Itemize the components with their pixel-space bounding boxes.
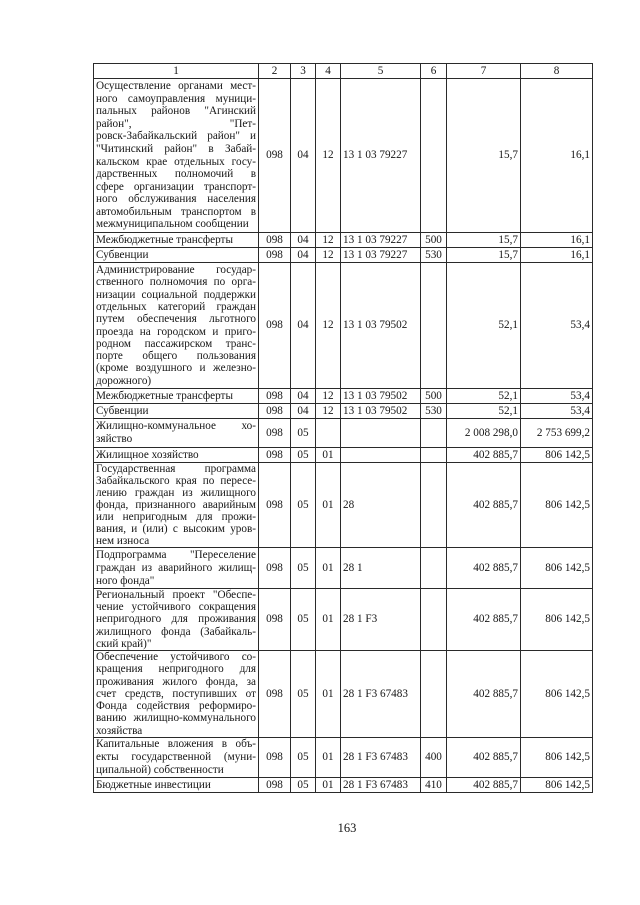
cell-amount-col7: 402 885,7 bbox=[447, 778, 521, 793]
text-line: вания, и (или) с высоким уров- bbox=[96, 523, 256, 535]
cell-target-article: 28 1 bbox=[341, 548, 421, 589]
text-line: чение устойчивого сокращения bbox=[96, 601, 256, 614]
cell-amount-col8: 16,1 bbox=[521, 79, 593, 233]
cell-admin-code: 098 bbox=[259, 548, 291, 589]
cell-target-article: 13 1 03 79227 bbox=[341, 79, 421, 233]
cell-target-article: 13 1 03 79227 bbox=[341, 248, 421, 263]
text-line: район", "Пет- bbox=[96, 117, 256, 130]
cell-target-article bbox=[341, 448, 421, 463]
text-line: ного обслуживания населения bbox=[96, 193, 256, 206]
cell-expense-type: 500 bbox=[421, 233, 447, 248]
text-line: Межбюджетные трансферты bbox=[96, 390, 233, 402]
cell-amount-col7: 402 885,7 bbox=[447, 448, 521, 463]
cell-amount-col7: 52,1 bbox=[447, 404, 521, 419]
column-number-header: 1 bbox=[94, 64, 259, 79]
cell-amount-col7: 402 885,7 bbox=[447, 463, 521, 548]
text-line: Межбюджетные трансферты bbox=[96, 234, 233, 246]
text-line: или непригодным для прожи- bbox=[96, 511, 256, 523]
text-line: порте общего пользования bbox=[96, 350, 256, 363]
text-line: Жилищное хозяйство bbox=[96, 449, 199, 461]
text-line: зяйство bbox=[96, 433, 133, 445]
cell-section: 05 bbox=[291, 738, 316, 778]
column-number-header: 5 bbox=[341, 64, 421, 79]
cell-target-article: 28 1 F3 67483 bbox=[341, 738, 421, 778]
cell-expense-type bbox=[421, 448, 447, 463]
cell-name bbox=[94, 233, 259, 248]
cell-amount-col7: 15,7 bbox=[447, 79, 521, 233]
cell-expense-type: 500 bbox=[421, 389, 447, 404]
cell-section: 05 bbox=[291, 419, 316, 448]
column-number-header: 2 bbox=[259, 64, 291, 79]
cell-name bbox=[94, 463, 259, 548]
text-line: Субвенции bbox=[96, 405, 149, 417]
cell-amount-col8: 53,4 bbox=[521, 263, 593, 389]
cell-admin-code: 098 bbox=[259, 233, 291, 248]
cell-target-article: 28 1 F3 bbox=[341, 589, 421, 651]
cell-subsection: 01 bbox=[316, 589, 341, 651]
table-row bbox=[94, 79, 593, 233]
cell-name bbox=[94, 738, 259, 778]
text-line: фонда, признанного аварийным bbox=[96, 499, 256, 511]
text-line: ственного полномочия по орга- bbox=[96, 276, 256, 289]
text-line: хозяйства bbox=[96, 724, 143, 737]
cell-name bbox=[94, 404, 259, 419]
cell-section: 04 bbox=[291, 389, 316, 404]
cell-amount-col8: 806 142,5 bbox=[521, 651, 593, 738]
column-number-header: 8 bbox=[521, 64, 593, 79]
cell-amount-col7: 402 885,7 bbox=[447, 651, 521, 738]
cell-amount-col7: 402 885,7 bbox=[447, 548, 521, 589]
cell-amount-col8: 806 142,5 bbox=[521, 589, 593, 651]
cell-name bbox=[94, 389, 259, 404]
cell-amount-col7: 15,7 bbox=[447, 233, 521, 248]
cell-section: 05 bbox=[291, 448, 316, 463]
text-line: низации социальной поддержки bbox=[96, 288, 256, 301]
cell-section: 04 bbox=[291, 404, 316, 419]
cell-admin-code: 098 bbox=[259, 589, 291, 651]
cell-subsection: 01 bbox=[316, 448, 341, 463]
cell-admin-code: 098 bbox=[259, 404, 291, 419]
cell-expense-type: 400 bbox=[421, 738, 447, 778]
cell-amount-col8: 16,1 bbox=[521, 233, 593, 248]
cell-amount-col8: 806 142,5 bbox=[521, 738, 593, 778]
cell-amount-col8: 2 753 699,2 bbox=[521, 419, 593, 448]
cell-section: 05 bbox=[291, 589, 316, 651]
cell-expense-type: 410 bbox=[421, 778, 447, 793]
text-line: пальных районов "Агинский bbox=[96, 105, 256, 118]
text-line: родном пассажирском транс- bbox=[96, 337, 256, 350]
text-line: ванию жилищно-коммунального bbox=[96, 712, 256, 725]
cell-name bbox=[94, 651, 259, 738]
cell-amount-col7: 402 885,7 bbox=[447, 738, 521, 778]
table-row bbox=[94, 389, 593, 404]
cell-admin-code: 098 bbox=[259, 463, 291, 548]
cell-expense-type bbox=[421, 263, 447, 389]
cell-target-article: 13 1 03 79227 bbox=[341, 233, 421, 248]
cell-subsection: 01 bbox=[316, 463, 341, 548]
cell-name bbox=[94, 778, 259, 793]
table-row bbox=[94, 738, 593, 778]
cell-name bbox=[94, 248, 259, 263]
cell-expense-type: 530 bbox=[421, 404, 447, 419]
table-row bbox=[94, 651, 593, 738]
cell-admin-code: 098 bbox=[259, 738, 291, 778]
text-line: Бюджетные инвестиции bbox=[96, 779, 211, 791]
cell-target-article: 28 1 F3 67483 bbox=[341, 651, 421, 738]
cell-expense-type bbox=[421, 651, 447, 738]
column-number-header: 4 bbox=[316, 64, 341, 79]
cell-subsection: 12 bbox=[316, 389, 341, 404]
cell-name bbox=[94, 548, 259, 589]
header-row bbox=[94, 64, 593, 79]
table-row bbox=[94, 589, 593, 651]
cell-expense-type bbox=[421, 589, 447, 651]
text-line: дорожного) bbox=[96, 374, 152, 387]
cell-section: 05 bbox=[291, 778, 316, 793]
text-line: путем обеспечения льготного bbox=[96, 313, 256, 326]
text-line: Субвенции bbox=[96, 249, 149, 261]
text-line: проезда на городском и приго- bbox=[96, 325, 256, 338]
cell-amount-col8: 806 142,5 bbox=[521, 548, 593, 589]
cell-target-article: 28 bbox=[341, 463, 421, 548]
cell-name bbox=[94, 419, 259, 448]
cell-admin-code: 098 bbox=[259, 79, 291, 233]
cell-admin-code: 098 bbox=[259, 778, 291, 793]
cell-amount-col7: 15,7 bbox=[447, 248, 521, 263]
text-line: Фонда содействия реформиро- bbox=[96, 700, 256, 713]
text-line: автомобильным транспортом в bbox=[96, 205, 256, 218]
cell-admin-code: 098 bbox=[259, 419, 291, 448]
cell-section: 04 bbox=[291, 233, 316, 248]
cell-subsection: 12 bbox=[316, 248, 341, 263]
table-row bbox=[94, 263, 593, 389]
column-number-header: 7 bbox=[447, 64, 521, 79]
cell-subsection: 12 bbox=[316, 263, 341, 389]
cell-name bbox=[94, 448, 259, 463]
table-row bbox=[94, 404, 593, 419]
text-line: Забайкальского края по пересе- bbox=[96, 475, 256, 487]
text-line: ровск-Забайкальский район" и bbox=[96, 130, 256, 143]
table-row bbox=[94, 419, 593, 448]
text-line: межмуниципальном сообщении bbox=[96, 218, 249, 231]
text-line: непригодного для проживания bbox=[96, 613, 256, 626]
cell-admin-code: 098 bbox=[259, 248, 291, 263]
text-line: проживания жилого фонда, за bbox=[96, 675, 256, 688]
cell-subsection bbox=[316, 419, 341, 448]
table-row bbox=[94, 778, 593, 793]
cell-target-article: 13 1 03 79502 bbox=[341, 389, 421, 404]
text-line: екты государственной (муни- bbox=[96, 751, 256, 764]
cell-admin-code: 098 bbox=[259, 389, 291, 404]
text-line: ного фонда" bbox=[96, 574, 155, 587]
cell-section: 05 bbox=[291, 463, 316, 548]
text-line: дарственных полномочий в bbox=[96, 168, 256, 181]
text-line: нем износа bbox=[96, 535, 150, 547]
table-row bbox=[94, 448, 593, 463]
cell-target-article bbox=[341, 419, 421, 448]
cell-admin-code: 098 bbox=[259, 448, 291, 463]
cell-amount-col8: 16,1 bbox=[521, 248, 593, 263]
cell-amount-col8: 806 142,5 bbox=[521, 778, 593, 793]
cell-amount-col7: 52,1 bbox=[447, 389, 521, 404]
cell-name bbox=[94, 79, 259, 233]
cell-expense-type bbox=[421, 419, 447, 448]
table-header bbox=[94, 64, 593, 79]
table-row bbox=[94, 548, 593, 589]
cell-admin-code: 098 bbox=[259, 263, 291, 389]
text-line: Капитальные вложения в объ- bbox=[96, 738, 256, 751]
text-line: (кроме воздушного и железно- bbox=[96, 362, 256, 375]
table-row bbox=[94, 233, 593, 248]
cell-subsection: 01 bbox=[316, 778, 341, 793]
text-line: лению граждан из жилищного bbox=[96, 487, 256, 499]
text-line: Жилищно-коммунальное хо- bbox=[96, 420, 256, 432]
cell-expense-type bbox=[421, 548, 447, 589]
text-line: Государственная программа bbox=[96, 463, 256, 475]
text-line: Региональный проект "Обеспе- bbox=[96, 589, 256, 602]
text-line: граждан из аварийного жилищ- bbox=[96, 561, 256, 574]
cell-admin-code: 098 bbox=[259, 651, 291, 738]
cell-subsection: 01 bbox=[316, 738, 341, 778]
cell-subsection: 01 bbox=[316, 548, 341, 589]
cell-expense-type bbox=[421, 79, 447, 233]
cell-expense-type: 530 bbox=[421, 248, 447, 263]
cell-section: 05 bbox=[291, 651, 316, 738]
column-number-header: 3 bbox=[291, 64, 316, 79]
cell-subsection: 12 bbox=[316, 233, 341, 248]
cell-subsection: 12 bbox=[316, 79, 341, 233]
cell-amount-col8: 53,4 bbox=[521, 404, 593, 419]
cell-expense-type bbox=[421, 463, 447, 548]
cell-target-article: 13 1 03 79502 bbox=[341, 404, 421, 419]
cell-amount-col7: 52,1 bbox=[447, 263, 521, 389]
cell-target-article: 28 1 F3 67483 bbox=[341, 778, 421, 793]
text-line: ский край)" bbox=[96, 637, 152, 650]
text-line: "Читинский район" в Забай- bbox=[96, 142, 256, 155]
text-line: счет средств, поступивших от bbox=[96, 687, 256, 700]
text-line: кращения непригодного для bbox=[96, 663, 256, 676]
cell-amount-col8: 806 142,5 bbox=[521, 463, 593, 548]
cell-amount-col8: 806 142,5 bbox=[521, 448, 593, 463]
cell-section: 04 bbox=[291, 248, 316, 263]
page-number: 163 bbox=[337, 821, 357, 835]
column-number-header: 6 bbox=[421, 64, 447, 79]
cell-subsection: 12 bbox=[316, 404, 341, 419]
cell-amount-col7: 2 008 298,0 bbox=[447, 419, 521, 448]
table-body bbox=[94, 79, 593, 793]
table-row bbox=[94, 463, 593, 548]
text-line: Администрирование государ- bbox=[96, 264, 256, 277]
cell-name bbox=[94, 589, 259, 651]
text-line: отдельных категорий граждан bbox=[96, 300, 256, 313]
cell-target-article: 13 1 03 79502 bbox=[341, 263, 421, 389]
text-line: ного самоуправления муници- bbox=[96, 92, 256, 105]
cell-name bbox=[94, 263, 259, 389]
table-row bbox=[94, 248, 593, 263]
text-line: Осуществление органами мест- bbox=[96, 79, 256, 92]
text-line: сфере организации транспорт- bbox=[96, 180, 256, 193]
budget-table bbox=[93, 63, 593, 793]
cell-amount-col8: 53,4 bbox=[521, 389, 593, 404]
text-line: кальском крае отдельных госу- bbox=[96, 155, 256, 168]
text-line: Обеспечение устойчивого со- bbox=[96, 651, 256, 664]
cell-subsection: 01 bbox=[316, 651, 341, 738]
cell-section: 04 bbox=[291, 79, 316, 233]
text-line: ципальной) собственности bbox=[96, 763, 224, 776]
cell-amount-col7: 402 885,7 bbox=[447, 589, 521, 651]
text-line: жилищного фонда (Забайкаль- bbox=[96, 625, 256, 638]
text-line: Подпрограмма "Переселение bbox=[96, 548, 256, 561]
cell-section: 05 bbox=[291, 548, 316, 589]
cell-section: 04 bbox=[291, 263, 316, 389]
